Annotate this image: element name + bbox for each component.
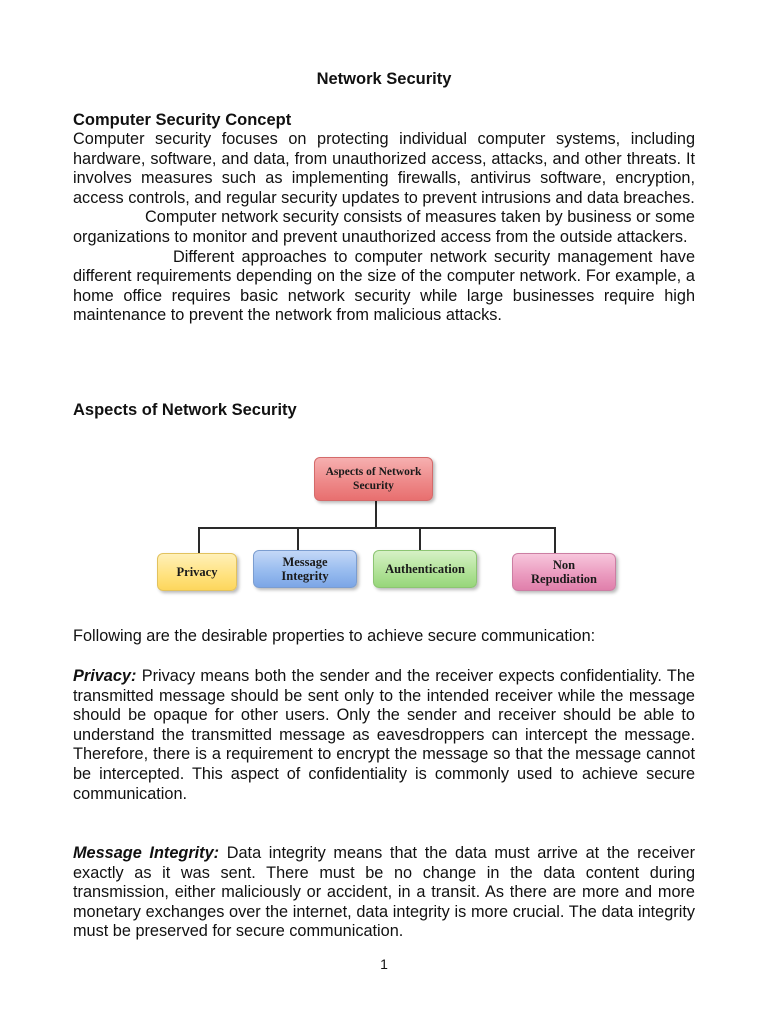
section-heading-concept: Computer Security Concept (73, 111, 292, 129)
section-computer-security-concept (73, 110, 695, 326)
diagram-node-integrity-label: Message Integrity (281, 555, 329, 583)
property-integrity-paragraph (73, 844, 695, 942)
diagram-node-privacy (157, 553, 237, 591)
connector-integrity (297, 527, 299, 550)
diagram-node-authentication (373, 550, 477, 588)
property-privacy-paragraph (73, 667, 695, 804)
section-aspects (73, 400, 695, 420)
paragraph-concept-1: Computer security focuses on protecting individual computer systems, including hardware, software, and data, from unauthorized access, attacks, and other threats. It involves measures such as implementing firewalls, antivirus software, encryption, access controls, and regular security updates to prevent intrusions and data breaches. (73, 130, 695, 207)
properties-intro (73, 627, 695, 647)
diagram-node-authentication-label: Authentication (385, 562, 465, 576)
property-term-privacy: Privacy: (73, 667, 137, 685)
property-text-privacy: Privacy means both the sender and the receiver expects confidentiality. The transmitted message should be sent only to the intended receiver while the message should be opaque for other users. Only the sender and receiver should be able to understand the transmitted message as eavesdroppers can intercept the message. Therefore, there is a requirement to encrypt the message so that the message cannot be intercepted. This aspect of confidentiality is commonly used to achieve secure communication. (73, 667, 695, 803)
paragraph-concept-3: Different approaches to computer network security management have different requirements depending on the size of the computer network. For example, a home office requires basic network security while large businesses require high maintenance to prevent the network from malicious attacks. (73, 247, 695, 325)
property-term-integrity: Message Integrity: (73, 844, 220, 862)
property-privacy (73, 667, 695, 804)
connector-root-down (375, 501, 377, 528)
diagram-node-privacy-label: Privacy (176, 565, 218, 579)
page-number: 1 (380, 956, 388, 972)
connector-privacy (198, 527, 200, 553)
section-heading-aspects: Aspects of Network Security (73, 401, 297, 419)
diagram-node-message-integrity (253, 550, 357, 588)
connector-nonrepudiation (554, 527, 556, 553)
property-message-integrity (73, 844, 695, 942)
diagram-node-root (314, 457, 433, 501)
paragraph-concept-2: Computer network security consists of measures taken by business or some organizations to monitor and prevent unauthorized access from the outside attackers. (73, 208, 695, 246)
connector-authentication (419, 527, 421, 550)
diagram-node-non-repudiation (512, 553, 616, 591)
document-title: Network Security (316, 70, 452, 88)
property-text-integrity: Data integrity means that the data must arrive at the receiver exactly as it was sent. There must be no change in the data content during transmission, either maliciously or accident, in a transit. As there are more and more monetary exchanges over the internet, data integrity is more crucial. The data integrity must be preserved for secure communication. (73, 844, 695, 941)
connector-horizontal (198, 527, 556, 529)
intro-text: Following are the desirable properties to achieve secure communication: (73, 627, 596, 645)
diagram-node-nonrepudiation-label: Non Repudiation (531, 558, 597, 586)
diagram-node-root-label: Aspects of Network Security (325, 466, 422, 492)
